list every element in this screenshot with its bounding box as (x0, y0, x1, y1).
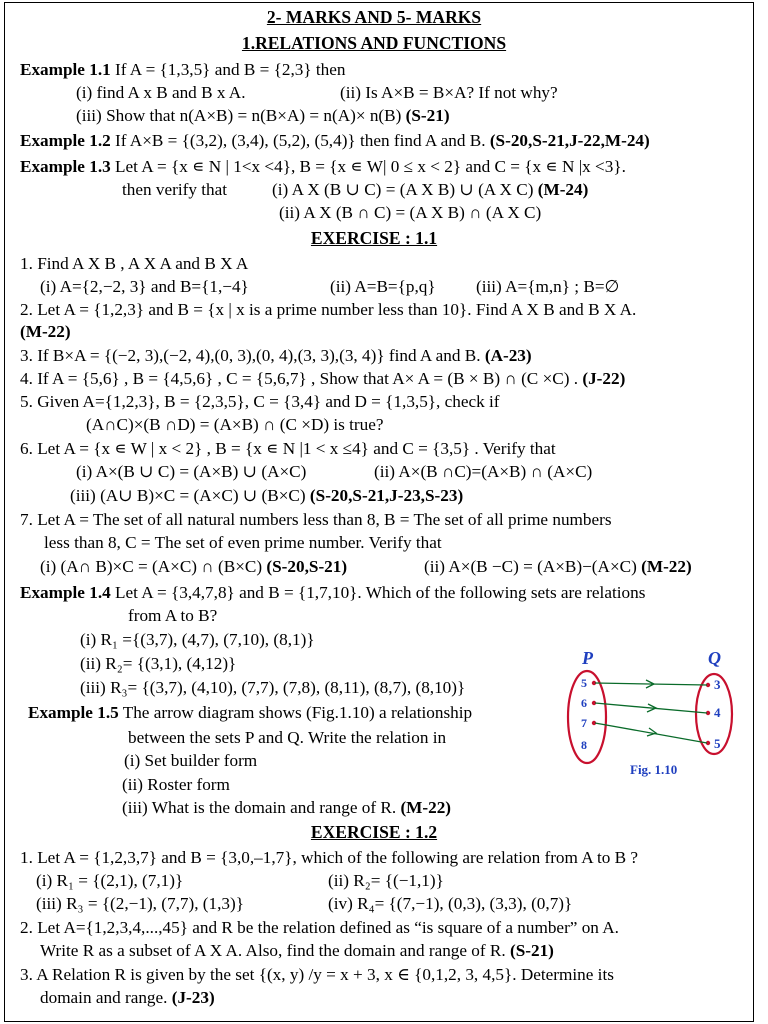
exam-tag: (M-22) (400, 798, 452, 817)
exam-tag: (M-22) (641, 557, 692, 576)
example-1-4 (20, 582, 645, 604)
exercise-1-2-q1-part-ii: (ii) R₂= {(−1,1)} (328, 871, 444, 890)
example-1-3-part-i (272, 179, 588, 201)
p-element: 5 (581, 676, 587, 690)
example-1-5-cont: between the sets P and Q. Write the relation in (128, 728, 447, 747)
exam-tag: (M-24) (537, 180, 589, 199)
example-1-3-verify: then verify that (122, 180, 227, 199)
exercise-1-2-q1-part-iii: (iii) R₃ = {(2,−1), (7,7), (1,3)} (36, 894, 244, 913)
set-p-ellipse (568, 671, 606, 763)
example-1-1-part-iii (76, 105, 450, 127)
example-1-5-part-ii: (ii) Roster form (122, 775, 230, 794)
example-1-4-part-ii: (ii) R₂= {(3,1), (4,12)} (80, 654, 237, 673)
exercise-1-1-q3 (20, 345, 532, 367)
set-q-label: Q (708, 648, 721, 668)
exam-tag: (J-23) (171, 988, 215, 1007)
example-label: Example 1.4 (20, 583, 111, 602)
example-statement: If A = {1,3,5} and B = {2,3} then (115, 60, 346, 79)
arrow-5-to-3 (595, 683, 707, 685)
exercise-1-2-q3: 3. A Relation R is given by the set {(x, y) /y = x + 3, x ∈ {0,1,2, 3, 4,5}. Determine its (20, 965, 614, 984)
question-text: Write R as a subset of A X A. Also, find the domain and range of R. (40, 941, 506, 960)
exercise-1-2-title: EXERCISE : 1.2 (310, 822, 438, 842)
exercise-1-2-q1: 1. Let A = {1,2,3,7} and B = {3,0,–1,7}, which of the following are relation from A to B ? (20, 848, 639, 867)
exercise-1-1-q1: 1. Find A X B , A X A and B X A (20, 254, 249, 273)
exam-tag: (S-20,S-21) (266, 557, 348, 576)
example-label: Example 1.1 (20, 60, 111, 79)
example-1-5-part-iii (122, 797, 451, 819)
example-statement: Let A = {x ∊ N | 1<x <4}, B = {x ∊ W| 0 ≤ x < 2} and C = {x ∊ N |x <3}. (115, 157, 626, 176)
p-element: 8 (581, 738, 587, 752)
p-element: 6 (581, 696, 587, 710)
example-1-4-part-iii: (iii) R₃= {(3,7), (4,10), (7,7), (7,8), (8,11), (8,7), (8,10)} (80, 678, 466, 697)
part-text: (iii) (A∪ B)×C = (A×C) ∪ (B×C) (70, 486, 306, 505)
exercise-1-1-q6: 6. Let A = {x ∊ W | x < 2} , B = {x ∊ N |1 < x ≤4} and C = {3,5} . Verify that (20, 439, 556, 458)
exam-tag: (J-22) (582, 369, 626, 388)
example-1-3-part-ii: (ii) A X (B ∩ C) = (A X B) ∩ (A X C) (279, 203, 542, 222)
part-text: (iii) Show that n(A×B) = n(B×A) = n(A)× n(B) (76, 106, 402, 125)
exercise-1-1-q7: 7. Let A = The set of all natural numbers less than 8, B = The set of all prime numbers (20, 510, 612, 529)
p-element: 7 (581, 716, 587, 730)
example-1-1 (20, 59, 345, 81)
exam-tag: (A-23) (484, 346, 532, 365)
example-1-5 (28, 702, 472, 724)
example-statement: The arrow diagram shows (Fig.1.10) a relationship (122, 703, 473, 722)
part-text: (i) (A∩ B)×C = (A×C) ∩ (B×C) (40, 557, 263, 576)
exercise-1-1-q7-cont: less than 8, C = The set of even prime number. Verify that (44, 533, 442, 552)
q-element: 4 (714, 705, 721, 720)
exam-tag: (M-22) (20, 322, 71, 341)
page-title: 2- MARKS AND 5- MARKS (266, 7, 482, 27)
exercise-1-1-q1-part-iii: (iii) A={m,n} ; B=∅ (476, 277, 620, 296)
example-1-5-part-i: (i) Set builder form (124, 751, 258, 770)
exercise-1-1-q2-tag (20, 321, 71, 343)
example-1-4-part-i: (i) R₁ ={(3,7), (4,7), (7,10), (8,1)} (80, 630, 315, 649)
exercise-1-2-q3-cont (40, 987, 215, 1009)
q-element: 3 (714, 677, 721, 692)
q-element: 5 (714, 736, 721, 751)
exercise-1-2-q1-part-iv: (iv) R₄= {(7,−1), (0,3), (3,3), (0,7)} (328, 894, 573, 913)
exercise-1-1-q7-part-ii (424, 556, 692, 578)
example-1-1-part-ii: (ii) Is A×B = B×A? If not why? (340, 83, 558, 102)
part-text: (i) A X (B ∪ C) = (A X B) ∪ (A X C) (272, 180, 534, 199)
exercise-1-1-q5: 5. Given A={1,2,3}, B = {2,3,5}, C = {3,4} and D = {1,3,5}, check if (20, 392, 500, 411)
example-label: Example 1.2 (20, 131, 111, 150)
part-text: (ii) A×(B −C) = (A×B)−(A×C) (424, 557, 637, 576)
exam-tag: (S-21) (405, 106, 450, 125)
example-1-4-cont: from A to B? (128, 606, 218, 625)
exercise-1-1-q6-part-iii (70, 485, 463, 507)
example-1-3 (20, 156, 626, 178)
example-label: Example 1.3 (20, 157, 111, 176)
exercise-1-1-q6-part-i: (i) A×(B ∪ C) = (A×B) ∪ (A×C) (76, 462, 307, 481)
exercise-1-2-q2: 2. Let A={1,2,3,4,...,45} and R be the relation defined as “is square of a number” on A. (20, 918, 619, 937)
arrow-diagram (560, 645, 750, 785)
figure-caption: Fig. 1.10 (630, 762, 678, 777)
exercise-1-1-q1-part-i: (i) A={2,−2, 3} and B={1,−4} (40, 277, 249, 296)
arrow-7-to-5 (595, 723, 707, 743)
exercise-1-1-q7-part-i (40, 556, 347, 578)
question-text: domain and range. (40, 988, 168, 1007)
exercise-1-1-q5-cont: (A∩C)×(B ∩D) = (A×B) ∩ (C ×D) is true? (86, 415, 384, 434)
example-label: Example 1.5 (28, 703, 119, 722)
question-text: 4. If A = {5,6} , B = {4,5,6} , C = {5,6,7} , Show that A× A = (B × B) ∩ (C ×C) . (20, 369, 579, 388)
part-text: (iii) What is the domain and range of R. (122, 798, 397, 817)
exercise-1-1-q6-part-ii: (ii) A×(B ∩C)=(A×B) ∩ (A×C) (374, 462, 593, 481)
exercise-1-2-q2-cont (40, 940, 554, 962)
exercise-1-1-q1-part-ii: (ii) A=B={p,q} (330, 277, 436, 296)
exam-tag: (S-20,S-21,J-23,S-23) (309, 486, 464, 505)
exam-tag: (S-20,S-21,J-22,M-24) (489, 131, 650, 150)
exercise-1-1-q4 (20, 368, 625, 390)
set-p-label: P (582, 648, 593, 668)
exercise-1-1-q2: 2. Let A = {1,2,3} and B = {x | x is a prime number less than 10}. Find A X B and B X A. (20, 300, 637, 319)
example-statement: If A×B = {(3,2), (3,4), (5,2), (5,4)} then find A and B. (115, 131, 486, 150)
example-1-1-part-i: (i) find A x B and B x A. (76, 83, 246, 102)
chapter-title: 1.RELATIONS AND FUNCTIONS (241, 33, 507, 53)
example-1-2 (20, 130, 650, 152)
example-statement: Let A = {3,4,7,8} and B = {1,7,10}. Which of the following sets are relations (115, 583, 646, 602)
exercise-1-2-q1-part-i: (i) R₁ = {(2,1), (7,1)} (36, 871, 184, 890)
exercise-1-1-title: EXERCISE : 1.1 (310, 228, 438, 248)
question-text: 3. If B×A = {(−2, 3),(−2, 4),(0, 3),(0, 4),(3, 3),(3, 4)} find A and B. (20, 346, 481, 365)
exam-tag: (S-21) (509, 941, 554, 960)
arrow-6-to-4 (595, 703, 707, 713)
